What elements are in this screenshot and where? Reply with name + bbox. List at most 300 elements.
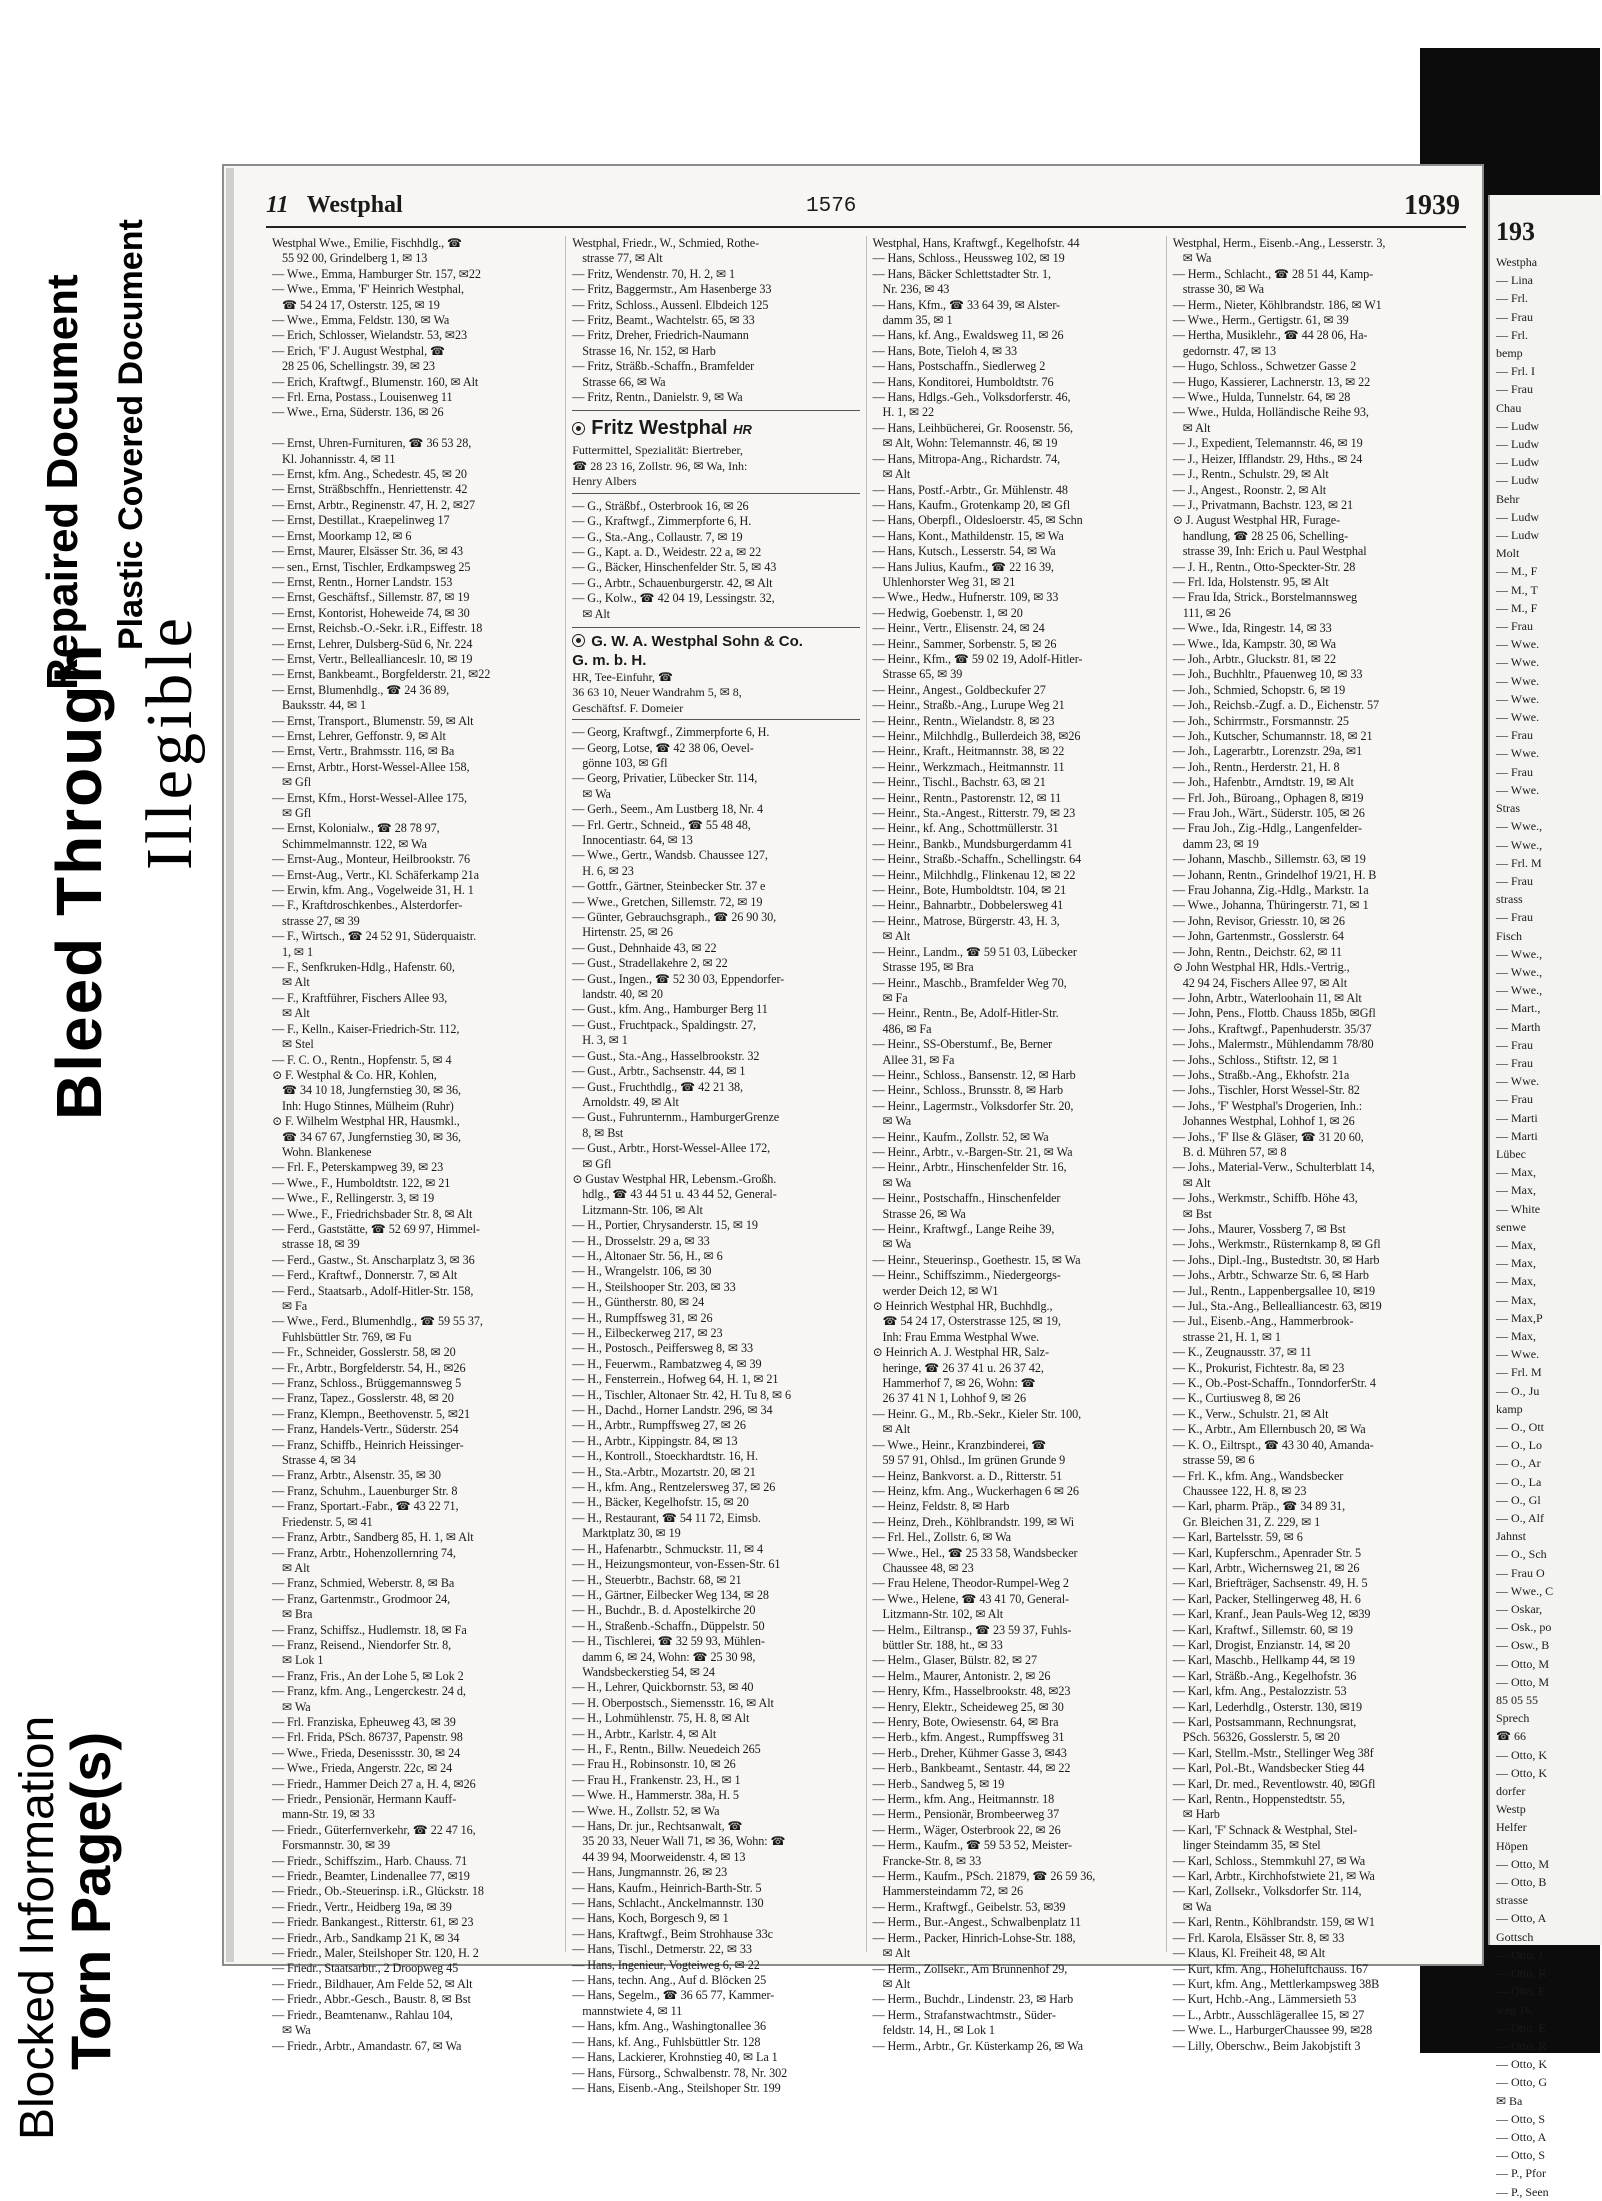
page-header-left (266, 192, 403, 219)
directory-entry: Westphal, Herm., Eisenb.-Ang., Lesserstr. 3, (1172, 236, 1386, 250)
directory-entry: — Franz, Reisend., Niendorfer Str. 8, (272, 1637, 452, 1652)
directory-entry: — Heinr., kf. Ang., Schottmüllerstr. 31 (872, 821, 1059, 836)
directory-entry: — Karl, Arbtr., Wichernsweg 21, ✉ 26 (1172, 1560, 1360, 1575)
directory-entry: — K., Curtiusweg 8, ✉ 26 (1172, 1391, 1301, 1406)
next-page-line: — Ludw (1496, 528, 1539, 543)
directory-entry: — L., Arbtr., Ausschlägerallee 15, ✉ 27 (1172, 2007, 1365, 2022)
directory-entry: — Wwe., Emma, 'F' Heinrich Westphal, (272, 282, 464, 297)
directory-entry: — H., Güntherstr. 80, ✉ 24 (572, 1295, 705, 1310)
directory-entry: — G., Sträßbf., Osterbrook 16, ✉ 26 (572, 498, 749, 513)
directory-entry: — Joh., Arbtr., Gluckstr. 81, ✉ 22 (1172, 651, 1336, 666)
directory-entry: — Wwe., Herm., Gertigstr. 61, ✉ 39 (1172, 313, 1349, 328)
directory-entry: — Helm., Eiltransp., ☎ 23 59 37, Fuhls- (872, 1622, 1072, 1637)
directory-entry: büttler Str. 188, ht., ✉ 33 (882, 1637, 1003, 1652)
directory-entry: — Johann, Maschb., Sillemstr. 63, ✉ 19 (1172, 852, 1366, 867)
directory-entry: — Erich, Kraftwgf., Blumenstr. 160, ✉ Alt (272, 374, 479, 389)
next-page-line: Gottsch (1496, 1929, 1534, 1944)
directory-entry: — Gust., Dehnhaide 43, ✉ 22 (572, 940, 717, 955)
page-surname: Westphal (306, 192, 403, 218)
directory-entry: — Wwe., Emma, Feldstr. 130, ✉ Wa (272, 313, 450, 328)
directory-entry: Kl. Johannisstr. 4, ✉ 11 (282, 451, 396, 466)
next-page-line: 85 05 55 (1496, 1693, 1538, 1708)
next-page-line: — Frau (1496, 1055, 1533, 1070)
directory-entry: Chaussee 122, H. 8, ✉ 23 (1182, 1483, 1307, 1498)
directory-entry: — Herb., Sandweg 5, ✉ 19 (872, 1776, 1005, 1791)
directory-entry: ✉ Wa (282, 1699, 311, 1714)
ad-firm-name: Fritz Westphal (591, 417, 728, 440)
directory-entry: — Ernst, Vertr., Belleallianceslr. 10, ✉ 19 (272, 651, 473, 666)
next-page-line: — Frau (1496, 309, 1533, 324)
directory-entry: — Franz, Sportart.-Fabr., ☎ 43 22 71, (272, 1499, 459, 1514)
next-page-line: — Max, (1496, 1328, 1536, 1343)
directory-entry: — J., Angest., Roonstr. 2, ✉ Alt (1172, 482, 1327, 497)
directory-entry: — Heinr., Kfm., ☎ 59 02 19, Adolf-Hitler- (872, 651, 1083, 666)
next-page-line: — Frau O (1496, 1565, 1545, 1580)
directory-entry: — K., Zeugnausstr. 37, ✉ 11 (1172, 1345, 1312, 1360)
ad-line: ☎ 28 23 16, Zollstr. 96, ✉ Wa, Inh: (572, 458, 748, 473)
directory-entry: — Heinr., Sta.-Angest., Ritterstr. 79, ✉ 23 (872, 806, 1076, 821)
next-page-line: — Mart., (1496, 1001, 1541, 1016)
directory-entry: — Erich, Schlosser, Wielandstr. 53, ✉23 (272, 328, 468, 343)
page-header (266, 186, 1466, 228)
directory-entry: Marktplatz 30, ✉ 19 (582, 1526, 681, 1541)
directory-entry: ✉ Wa (882, 1114, 912, 1129)
directory-entry: — Heinr., Straßb.-Ang., Lurupe Weg 21 (872, 698, 1065, 713)
directory-entry: — Friedr., Hammer Deich 27 a, H. 4, ✉26 (272, 1776, 476, 1791)
directory-entry: Allee 31, ✉ Fa (882, 1052, 955, 1067)
directory-entry: — Frl. K., kfm. Ang., Wandsbecker (1172, 1468, 1344, 1483)
directory-entry: ✉ Alt (882, 467, 911, 482)
directory-entry: — Heinr., Rentn., Pastorenstr. 12, ✉ 11 (872, 790, 1062, 805)
directory-entry: — Heinr., Schloss., Brunsstr. 8, ✉ Harb (872, 1083, 1063, 1098)
directory-entry: — Hans, Fürsorg., Schwalbenstr. 78, Nr. 302 (572, 2065, 788, 2080)
directory-entry: ✉ Alt (1182, 420, 1211, 435)
next-page-line: — Osw., B (1496, 1638, 1550, 1653)
directory-entry: — Franz, Schloss., Brüggemannsweg 5 (272, 1376, 462, 1391)
directory-entry: — Wwe., Hedw., Hufnerstr. 109, ✉ 33 (872, 590, 1059, 605)
directory-entry: — H., Steuerbtr., Bachstr. 68, ✉ 21 (572, 1572, 742, 1587)
directory-entry (272, 421, 559, 436)
directory-entry: — Frau Johanna, Zig.-Hdlg., Markstr. 1a (1172, 883, 1369, 898)
directory-entry: — Wwe., Hel., ☎ 25 33 58, Wandsbecker (872, 1545, 1078, 1560)
directory-entry: Nr. 236, ✉ 43 (882, 282, 950, 297)
directory-entry: ✉ Alt (582, 606, 610, 621)
directory-entry: — Heinr., Matrose, Bürgerstr. 43, H. 3, (872, 913, 1060, 928)
directory-entry: Fuhlsbüttler Str. 769, ✉ Fu (282, 1329, 412, 1344)
next-page-line: — Frl. M (1496, 855, 1542, 870)
directory-entry: B. d. Mühren 57, ✉ 8 (1182, 1144, 1287, 1159)
directory-entry: — Heinr. G., M., Rb.-Sekr., Kieler Str. 100, (872, 1406, 1082, 1421)
next-page-line: — O., Sch (1496, 1547, 1547, 1562)
directory-entry: — Karl, Drogist, Enzianstr. 14, ✉ 20 (1172, 1637, 1350, 1652)
directory-entry: Arnoldstr. 49, ✉ Alt (582, 1094, 679, 1109)
directory-entry: — Hans, Mitropa-Ang., Richardstr. 74, (872, 451, 1061, 466)
directory-entry: — Franz, kfm. Ang., Lengerckestr. 24 d, (272, 1684, 466, 1699)
directory-entry: — F., Kraftführer, Fischers Allee 93, (272, 990, 448, 1005)
stamp-blocked-information: Blocked Information (11, 1715, 64, 2140)
directory-entry: — Henry, Elektr., Scheideweg 25, ✉ 30 (872, 1699, 1064, 1714)
next-page-line: — Otto, A (1496, 1911, 1547, 1926)
directory-entry: — Helm., Glaser, Bülstr. 82, ✉ 27 (872, 1653, 1038, 1668)
directory-entry: — Friedr., Beamter, Lindenallee 77, ✉19 (272, 1869, 470, 1884)
next-page-line: — Wwe. (1496, 710, 1540, 725)
directory-entry: Chaussee 48, ✉ 23 (882, 1560, 974, 1575)
directory-entry: ✉ Alt (282, 1560, 310, 1575)
directory-entry: — K. O., Eiltrspt., ☎ 43 30 40, Amanda- (1172, 1437, 1374, 1452)
directory-entry: — Karl, Sträßb.-Ang., Kegelhofstr. 36 (1172, 1668, 1357, 1683)
directory-entry: — Jul., Sta.-Ang., Bellealliancestr. 63, ✉19 (1172, 1299, 1382, 1314)
next-page-line: — White (1496, 1201, 1541, 1216)
directory-entry: H. 6, ✉ 23 (582, 863, 634, 878)
directory-entry: — Karl, Packer, Stellingerweg 48, H. 6 (1172, 1591, 1361, 1606)
directory-entry: ☎ 34 67 67, Jungfernstieg 30, ✉ 36, (282, 1129, 461, 1144)
directory-entry: mann-Str. 19, ✉ 33 (282, 1807, 375, 1822)
directory-entry: gedornstr. 47, ✉ 13 (1182, 343, 1277, 358)
directory-entry: — Wwe., Hulda, Tunnelstr. 64, ✉ 28 (1172, 390, 1351, 405)
directory-entry: — Fritz, Sträßb.-Schaffn., Bramfelder (572, 359, 755, 374)
directory-entry: — Frau Helene, Theodor-Rumpel-Weg 2 (872, 1576, 1069, 1591)
directory-entry: Strasse 16, Nr. 152, ✉ Harb (582, 343, 716, 358)
directory-entry: — G., Kapt. a. D., Weidestr. 22 a, ✉ 22 (572, 544, 762, 559)
ad-gwa-firm2: G. m. b. H. (572, 651, 647, 669)
directory-entry: Hammerhof 7, ✉ 26, Wohn: ☎ (882, 1376, 1036, 1391)
directory-entry: — Hertha, Musiklehr., ☎ 44 28 06, Ha- (1172, 328, 1368, 343)
directory-entry: — Frau Joh., Zig.-Hdlg., Langenfelder- (1172, 821, 1362, 836)
ring-icon (572, 422, 585, 435)
directory-entry: — H., Straßenb.-Schaffn., Düppelstr. 50 (572, 1618, 765, 1633)
directory-entry: — Heinr., Arbtr., v.-Bargen-Str. 21, ✉ Wa (872, 1144, 1073, 1159)
directory-entry: Innocentiastr. 64, ✉ 13 (582, 833, 693, 847)
directory-entry: — F., Kelln., Kaiser-Friedrich-Str. 112, (272, 1021, 460, 1036)
next-page-line: strasse (1496, 1893, 1528, 1908)
directory-entry: — H., Portier, Chrysanderstr. 15, ✉ 19 (572, 1218, 758, 1233)
directory-entry: Westphal Wwe., Emilie, Fischhdlg., ☎ (272, 236, 463, 250)
directory-entry: — Fritz, Schloss., Aussenl. Elbdeich 125 (572, 297, 769, 312)
next-page-line: senwe (1496, 1219, 1526, 1234)
directory-entry: — Friedr., Arb., Sandkamp 21 K, ✉ 34 (272, 1930, 460, 1945)
directory-entry: — Fritz, Beamt., Wachtelstr. 65, ✉ 33 (572, 313, 755, 328)
directory-entry: linger Steindamm 35, ✉ Stel (1182, 1838, 1321, 1853)
directory-entry: Hammersteindamm 72, ✉ 26 (882, 1884, 1023, 1899)
directory-entry: 59 57 91, Ohlsd., Im grünen Grunde 9 (882, 1453, 1066, 1468)
next-page-line: — Ludw (1496, 437, 1539, 452)
directory-entry: — Wwe., Gretchen, Sillemstr. 72, ✉ 19 (572, 894, 763, 909)
directory-entry: ⊙ F. Wilhelm Westphal HR, Hausmkl., (272, 1114, 460, 1129)
directory-entry: — Herm., kfm. Ang., Heitmannstr. 18 (872, 1792, 1055, 1807)
directory-entry: — Heinr., Steuerinsp., Goethestr. 15, ✉ Wa (872, 1252, 1081, 1267)
next-page-line: — Wwe. (1496, 637, 1540, 652)
next-page-line: — Max, (1496, 1292, 1536, 1307)
directory-entry: — Johs., Material-Verw., Schulterblatt 14, (1172, 1160, 1375, 1175)
directory-entry: — H., Dachd., Horner Landstr. 296, ✉ 34 (572, 1403, 773, 1418)
directory-entry: — Karl, Rentn., Köhlbrandstr. 159, ✉ W1 (1172, 1915, 1375, 1930)
next-page-line: — Otto, G (1496, 2075, 1547, 2090)
next-page-line: — M., F (1496, 600, 1538, 615)
directory-entry: 42 94 24, Fischers Allee 97, ✉ Alt (1182, 975, 1347, 990)
directory-entry: — Joh., Lagerarbtr., Lorenzstr. 29a, ✉1 (1172, 744, 1363, 759)
directory-entry: — Frl. Hel., Zollstr. 6, ✉ Wa (872, 1530, 1011, 1545)
stamp-torn-pages: Torn Page(s) (59, 1731, 122, 2070)
next-page-line: — P., Seen (1496, 2184, 1549, 2199)
directory-entry: — Friedr., Pensionär, Hermann Kauff- (272, 1792, 457, 1807)
directory-entry: — Herm., Kaufm., PSch. 21879, ☎ 26 59 36, (872, 1869, 1096, 1884)
directory-entry: — Ernst, Arbtr., Reginenstr. 47, H. 2, ✉27 (272, 497, 476, 512)
directory-entry: — Heinr., Arbtr., Hinschenfelder Str. 16, (872, 1160, 1067, 1175)
directory-entry: damm 35, ✉ 1 (882, 313, 953, 328)
directory-entry: — Johs., 'F' Ilse & Gläser, ☎ 31 20 60, (1172, 1129, 1364, 1144)
directory-entry: — H. Oberpostsch., Siemensstr. 16, ✉ Alt (572, 1695, 774, 1710)
next-page-line: — Frau (1496, 1092, 1533, 1107)
directory-entry: — Heinr., Tischl., Bachstr. 63, ✉ 21 (872, 775, 1046, 790)
directory-entry: Wohn. Blankenese (282, 1144, 372, 1159)
directory-entry: — Fr., Schneider, Gosslerstr. 58, ✉ 20 (272, 1345, 456, 1360)
ad-line: Futtermittel, Spezialität: Biertreber, (572, 443, 744, 458)
stamp-illegible: Illegible (133, 614, 206, 870)
next-page-line: — O., Alf (1496, 1511, 1544, 1526)
directory-entry: — J., Privatmann, Bachstr. 123, ✉ 21 (1172, 497, 1354, 512)
directory-entry: — Johs., Dipl.-Ing., Bustedtstr. 30, ✉ Harb (1172, 1252, 1380, 1267)
directory-entry: ✉ Bra (282, 1607, 313, 1622)
directory-entry: — Karl, Dr. med., Reventlowstr. 40, ✉Gfl (1172, 1776, 1376, 1791)
directory-entry: — Hans, Jungmannstr. 26, ✉ 23 (572, 1865, 728, 1880)
next-page-line: — Otto, M (1496, 1674, 1550, 1689)
directory-entry: — Fritz, Baggermstr., Am Hasenberge 33 (572, 282, 772, 297)
directory-entry: — H., Eilbeckerweg 217, ✉ 23 (572, 1326, 723, 1340)
directory-entry: — Herm., Kraftwgf., Geibelstr. 53, ✉39 (872, 1899, 1066, 1914)
next-page-line: — Otto, A (1496, 2129, 1547, 2144)
directory-entry: — Karl, Briefträger, Sachsenstr. 49, H. 5 (1172, 1576, 1368, 1591)
directory-entry: — Ernst, Lehrer, Dulsberg-Süd 6, Nr. 224 (272, 636, 473, 651)
directory-entry: — Hans, Segelm., ☎ 36 65 77, Kammer- (572, 1988, 775, 2003)
column-container (266, 236, 1466, 2095)
directory-entry: Strasse 66, ✉ Wa (582, 374, 666, 389)
directory-entry: — Heinr., Angest., Goldbeckufer 27 (872, 682, 1046, 697)
directory-entry: — Gust., Fruchtpack., Spaldingstr. 27, (572, 1017, 756, 1032)
directory-entry: Westphal, Hans, Kraftwgf., Kegelhofstr. 44 (872, 236, 1080, 250)
directory-entry: — Ernst-Aug., Monteur, Heilbrookstr. 76 (272, 852, 471, 867)
directory-entry: — H., Postosch., Peiffersweg 8, ✉ 33 (572, 1341, 753, 1356)
next-page-line: — Lina (1496, 273, 1533, 288)
directory-entry: — Karl, Schloss., Stemmkuhl 27, ✉ Wa (1172, 1853, 1366, 1868)
directory-entry: strasse 39, Inh: Erich u. Paul Westphal (1182, 544, 1367, 559)
directory-entry: — Hans, Koch, Borgesch 9, ✉ 1 (572, 1911, 729, 1926)
next-page-line: Behr (1496, 491, 1520, 506)
directory-entry: — Wwe., Gertr., Wandsb. Chaussee 127, (572, 848, 768, 863)
directory-entry: strasse 18, ✉ 39 (282, 1237, 360, 1252)
directory-entry: — Herm., Wäger, Osterbrook 22, ✉ 26 (872, 1822, 1061, 1837)
next-page-line: dorfer (1496, 1784, 1526, 1799)
next-page-line: — Frl. (1496, 291, 1529, 306)
directory-entry: — Frl. Gertr., Schneid., ☎ 55 48 48, (572, 817, 751, 832)
directory-entry: — Wwe., F., Rellingerstr. 3, ✉ 19 (272, 1191, 435, 1206)
directory-entry: — John, Revisor, Griesstr. 10, ✉ 26 (1172, 913, 1345, 928)
directory-entry: Inh: Frau Emma Westphal Wwe. (882, 1329, 1040, 1344)
next-page-line: — Otto, M (1496, 1656, 1550, 1671)
next-page-line: — Otto, R (1496, 2038, 1547, 2053)
directory-entry: — H., Heizungsmonteur, von-Essen-Str. 61 (572, 1557, 781, 1572)
directory-entry: — Gust., Ingen., ☎ 52 30 03, Eppendorfer- (572, 971, 785, 986)
directory-entry: — Herm., Bur.-Angest., Schwalbenplatz 11 (872, 1915, 1081, 1930)
directory-entry: — Franz, Tapez., Gosslerstr. 48, ✉ 20 (272, 1391, 454, 1406)
directory-entry: — Herm., Buchdr., Lindenstr. 23, ✉ Harb (872, 1992, 1074, 2007)
directory-entry: — H., Buchdr., B. d. Apostelkirche 20 (572, 1603, 756, 1618)
directory-entry: — Hans, Schloss., Heussweg 102, ✉ 19 (872, 251, 1065, 266)
directory-entry: — Heinr., Bankb., Mundsburgerdamm 41 (872, 836, 1073, 851)
directory-entry: — Wwe., Ida, Ringestr. 14, ✉ 33 (1172, 621, 1332, 636)
directory-entry: — Hans, Konditorei, Humboldtstr. 76 (872, 374, 1054, 389)
directory-entry: — Franz, Fris., An der Lohe 5, ✉ Lok 2 (272, 1668, 464, 1683)
directory-entry: — Heinz, Dreh., Köhlbrandstr. 199, ✉ Wi (872, 1514, 1075, 1529)
next-page-line: — Frau (1496, 728, 1533, 743)
directory-entry: ✉ Alt (282, 975, 310, 990)
directory-entry: — K., Prokurist, Fichtestr. 8a, ✉ 23 (1172, 1360, 1345, 1375)
page-binding-edge (226, 168, 234, 1962)
directory-entry: — Franz, Schiffb., Heinrich Heissinger- (272, 1437, 464, 1452)
directory-entry: — Franz, Schuhm., Lauenburger Str. 8 (272, 1483, 458, 1498)
next-page-line: strass (1496, 892, 1523, 907)
directory-entry: ⊙ Heinrich A. J. Westphal HR, Salz- (872, 1345, 1049, 1360)
directory-entry: Francke-Str. 8, ✉ 33 (882, 1853, 982, 1868)
directory-entry: — Joh., Rentn., Herderstr. 21, H. 8 (1172, 759, 1340, 774)
directory-entry: — Kurt, Hchb.-Ang., Lämmersieth 53 (1172, 1992, 1357, 2007)
directory-entry: H. 1, ✉ 22 (882, 405, 935, 420)
directory-entry: strasse 59, ✉ 6 (1182, 1453, 1255, 1468)
directory-entry: — Heinr., Straßb.-Schaffn., Schellingstr. 64 (872, 852, 1082, 867)
next-page-line: — Marti (1496, 1128, 1538, 1143)
next-page-line: — P., Pfor (1496, 2166, 1547, 2181)
directory-entry: 26 37 41 N 1, Lohhof 9, ✉ 26 (882, 1391, 1026, 1406)
next-page-line: — M., F (1496, 564, 1538, 579)
directory-entry: — Ernst, Reichsb.-O.-Sekr. i.R., Eiffestr. 18 (272, 621, 483, 636)
directory-entry: Uhlenhorster Weg 31, ✉ 21 (882, 574, 1016, 589)
next-page-line: — Oskar, (1496, 1602, 1543, 1617)
directory-entry: — H., Sta.-Arbtr., Mozartstr. 20, ✉ 21 (572, 1464, 756, 1479)
directory-entry: — Frl. Erna, Postass., Louisenweg 11 (272, 390, 453, 405)
next-page-line: — Wwe. (1496, 782, 1540, 797)
directory-entry: — Joh., Kutscher, Schumannstr. 18, ✉ 21 (1172, 729, 1373, 743)
directory-entry: ⊙ J. August Westphal HR, Furage- (1172, 513, 1341, 528)
ad-line: Henry Albers (572, 474, 637, 489)
directory-entry: — Ferd., Kraftwf., Donnerstr. 7, ✉ Alt (272, 1268, 458, 1283)
next-page-line: Westpha (1496, 255, 1538, 269)
next-page-line: — Frl. (1496, 327, 1529, 342)
directory-entry: — Gust., Fruchthdlg., ☎ 42 21 38, (572, 1079, 743, 1094)
next-page-line: — Otto, K (1496, 1765, 1547, 1780)
directory-entry: — F., Kraftdroschkenbes., Alsterdorfer- (272, 898, 463, 913)
next-page-line: Jahnst (1496, 1529, 1526, 1544)
directory-entry: ⊙ Heinrich Westphal HR, Buchhdlg., (872, 1299, 1053, 1314)
directory-entry: — Gust., Stradellakehre 2, ✉ 22 (572, 956, 728, 971)
directory-entry: — Wwe., Ferd., Blumenhdlg., ☎ 59 55 37, (272, 1314, 483, 1329)
directory-entry: — Erich, 'F' J. August Westphal, ☎ (272, 343, 446, 358)
directory-entry: 8, ✉ Bst (582, 1125, 624, 1140)
directory-entry: — Henry, Bote, Owiesenstr. 64, ✉ Bra (872, 1715, 1059, 1729)
directory-entry: strasse 77, ✉ Alt (582, 251, 663, 266)
next-page-line: — Wwe., (1496, 964, 1543, 979)
directory-entry: ✉ Alt (282, 1006, 310, 1021)
next-page-line: — O., La (1496, 1474, 1542, 1489)
ad-line: HR, Tee-Einfuhr, ☎ (572, 669, 673, 684)
directory-entry: — Frau H., Frankenstr. 23, H., ✉ 1 (572, 1772, 741, 1787)
directory-entry: — K., Arbtr., Am Ellernbusch 20, ✉ Wa (1172, 1422, 1366, 1437)
directory-entry: — Heinr., Milchhdlg., Flinkenau 12, ✉ 22 (872, 867, 1076, 882)
directory-entry: — Friedr., Staatsarbtr., 2 Droopweg 45 (272, 1961, 459, 1976)
directory-entry: Schimmelmannstr. 122, ✉ Wa (282, 836, 427, 851)
next-page-line: — Otto, R (1496, 1966, 1547, 1981)
directory-entry: 486, ✉ Fa (882, 1021, 932, 1036)
directory-entry: — F. C. O., Rentn., Hopfenstr. 5, ✉ 4 (272, 1052, 452, 1067)
directory-entry: — Heinz, Bankvorst. a. D., Ritterstr. 51 (872, 1468, 1063, 1483)
directory-entry: ✉ Gfl (282, 775, 312, 790)
directory-entry: — Wwe., Ida, Kampstr. 30, ✉ Wa (1172, 636, 1336, 651)
directory-entry: landstr. 40, ✉ 20 (582, 987, 663, 1002)
directory-entry: — H., Feuerwm., Rambatzweg 4, ✉ 39 (572, 1356, 762, 1371)
next-page-line: — Frau (1496, 873, 1533, 888)
directory-entry: Strasse 4, ✉ 34 (282, 1453, 356, 1468)
directory-entry: — Johs., Malermstr., Mühlendamm 78/80 (1172, 1037, 1374, 1052)
directory-entry: — Frl. Franziska, Epheuweg 43, ✉ 39 (272, 1714, 456, 1729)
directory-entry: — H., Hafenarbtr., Schmuckstr. 11, ✉ 4 (572, 1541, 764, 1556)
directory-entry: — H., Arbtr., Kippingstr. 84, ✉ 13 (572, 1433, 738, 1448)
directory-entry: ⊙ John Westphal HR, Hdls.-Vertrig., (1172, 960, 1350, 975)
directory-entry: — Ernst, Moorkamp 12, ✉ 6 (272, 528, 412, 543)
directory-entry: — H., Tischlerei, ☎ 32 59 93, Mühlen- (572, 1634, 765, 1649)
directory-entry: — Ferd., Gaststätte, ☎ 52 69 97, Himmel- (272, 1221, 480, 1236)
next-page-line: — Wwe., (1496, 837, 1543, 852)
next-page-line: — Marth (1496, 1019, 1541, 1034)
directory-entry: strasse 30, ✉ Wa (1182, 282, 1264, 297)
directory-entry: — Friedr., Arbtr., Amandastr. 67, ✉ Wa (272, 2038, 462, 2053)
directory-entry: — Ernst, Destillat., Kraepelinweg 17 (272, 513, 450, 528)
directory-entry: Strasse 65, ✉ 39 (882, 667, 963, 682)
directory-entry: — Hans Julius, Kaufm., ☎ 22 16 39, (872, 559, 1054, 574)
directory-entry: — Herm., Nieter, Köhlbrandstr. 186, ✉ W1 (1172, 297, 1382, 312)
directory-entry: — Frl. Ida, Holstenstr. 95, ✉ Alt (1172, 574, 1329, 589)
directory-entry: — Fr., Arbtr., Borgfelderstr. 54, H., ✉26 (272, 1360, 466, 1375)
directory-entry: heringe, ☎ 26 37 41 u. 26 37 42, (882, 1360, 1044, 1375)
next-page-line: — Ludw (1496, 455, 1539, 470)
directory-entry: — Ernst, Sträßbschffn., Henriettenstr. 42 (272, 482, 468, 497)
directory-entry: — Hans, Hdlgs.-Geh., Volksdorferstr. 46, (872, 390, 1071, 405)
directory-entry: — Frl. Frida, PSch. 86737, Papenstr. 98 (272, 1730, 463, 1745)
directory-entry: — Günter, Gebrauchsgraph., ☎ 26 90 30, (572, 910, 777, 925)
ad-gwa-lines (572, 670, 859, 716)
directory-entry: — Herm., Pensionär, Brombeerweg 37 (872, 1807, 1060, 1822)
directory-entry: — Karl, Lederhdlg., Osterstr. 130, ✉19 (1172, 1699, 1362, 1714)
directory-entry: — Johs., Straßb.-Ang., Ekhofstr. 21a (1172, 1067, 1350, 1082)
next-page-edge (1488, 195, 1602, 2199)
directory-entry: — Hans, Leihbücherei, Gr. Roosenstr. 56, (872, 420, 1073, 435)
directory-entry: — Wwe., Emma, Hamburger Str. 157, ✉22 (272, 266, 481, 281)
ad-fritz-lines (572, 443, 859, 489)
next-page-line: — Wwe. (1496, 655, 1540, 670)
directory-entry: — Heinr., Maschb., Bramfelder Weg 70, (872, 975, 1067, 990)
directory-entry: — Ernst, Rentn., Horner Landstr. 153 (272, 574, 453, 589)
next-page-line: Fisch (1496, 928, 1523, 943)
directory-entry: — Heinr., Schloss., Bansenstr. 12, ✉ Harb (872, 1067, 1076, 1082)
directory-entry: PSch. 56326, Gosslerstr. 5, ✉ 20 (1182, 1730, 1340, 1745)
directory-entry: — Ernst, Transport., Blumenstr. 59, ✉ Alt (272, 713, 474, 728)
directory-entry: Litzmann-Str. 106, ✉ Alt (582, 1202, 703, 1217)
directory-entry: — Frl. Karola, Elsässer Str. 8, ✉ 33 (1172, 1930, 1345, 1945)
directory-entry: — Karl, Zollsekr., Volksdorfer Str. 114, (1172, 1884, 1362, 1899)
directory-entry: — Hans, Eisenb.-Ang., Steilshoper Str. 199 (572, 2080, 781, 2095)
directory-entry: ✉ Stel (282, 1037, 314, 1052)
next-page-line: — Wwe., (1496, 946, 1543, 961)
directory-entry: — Hans, techn. Ang., Auf d. Blöcken 25 (572, 1973, 767, 1988)
directory-entry: ✉ Wa (1182, 1899, 1212, 1914)
next-page-line: — O., Gl (1496, 1492, 1541, 1507)
